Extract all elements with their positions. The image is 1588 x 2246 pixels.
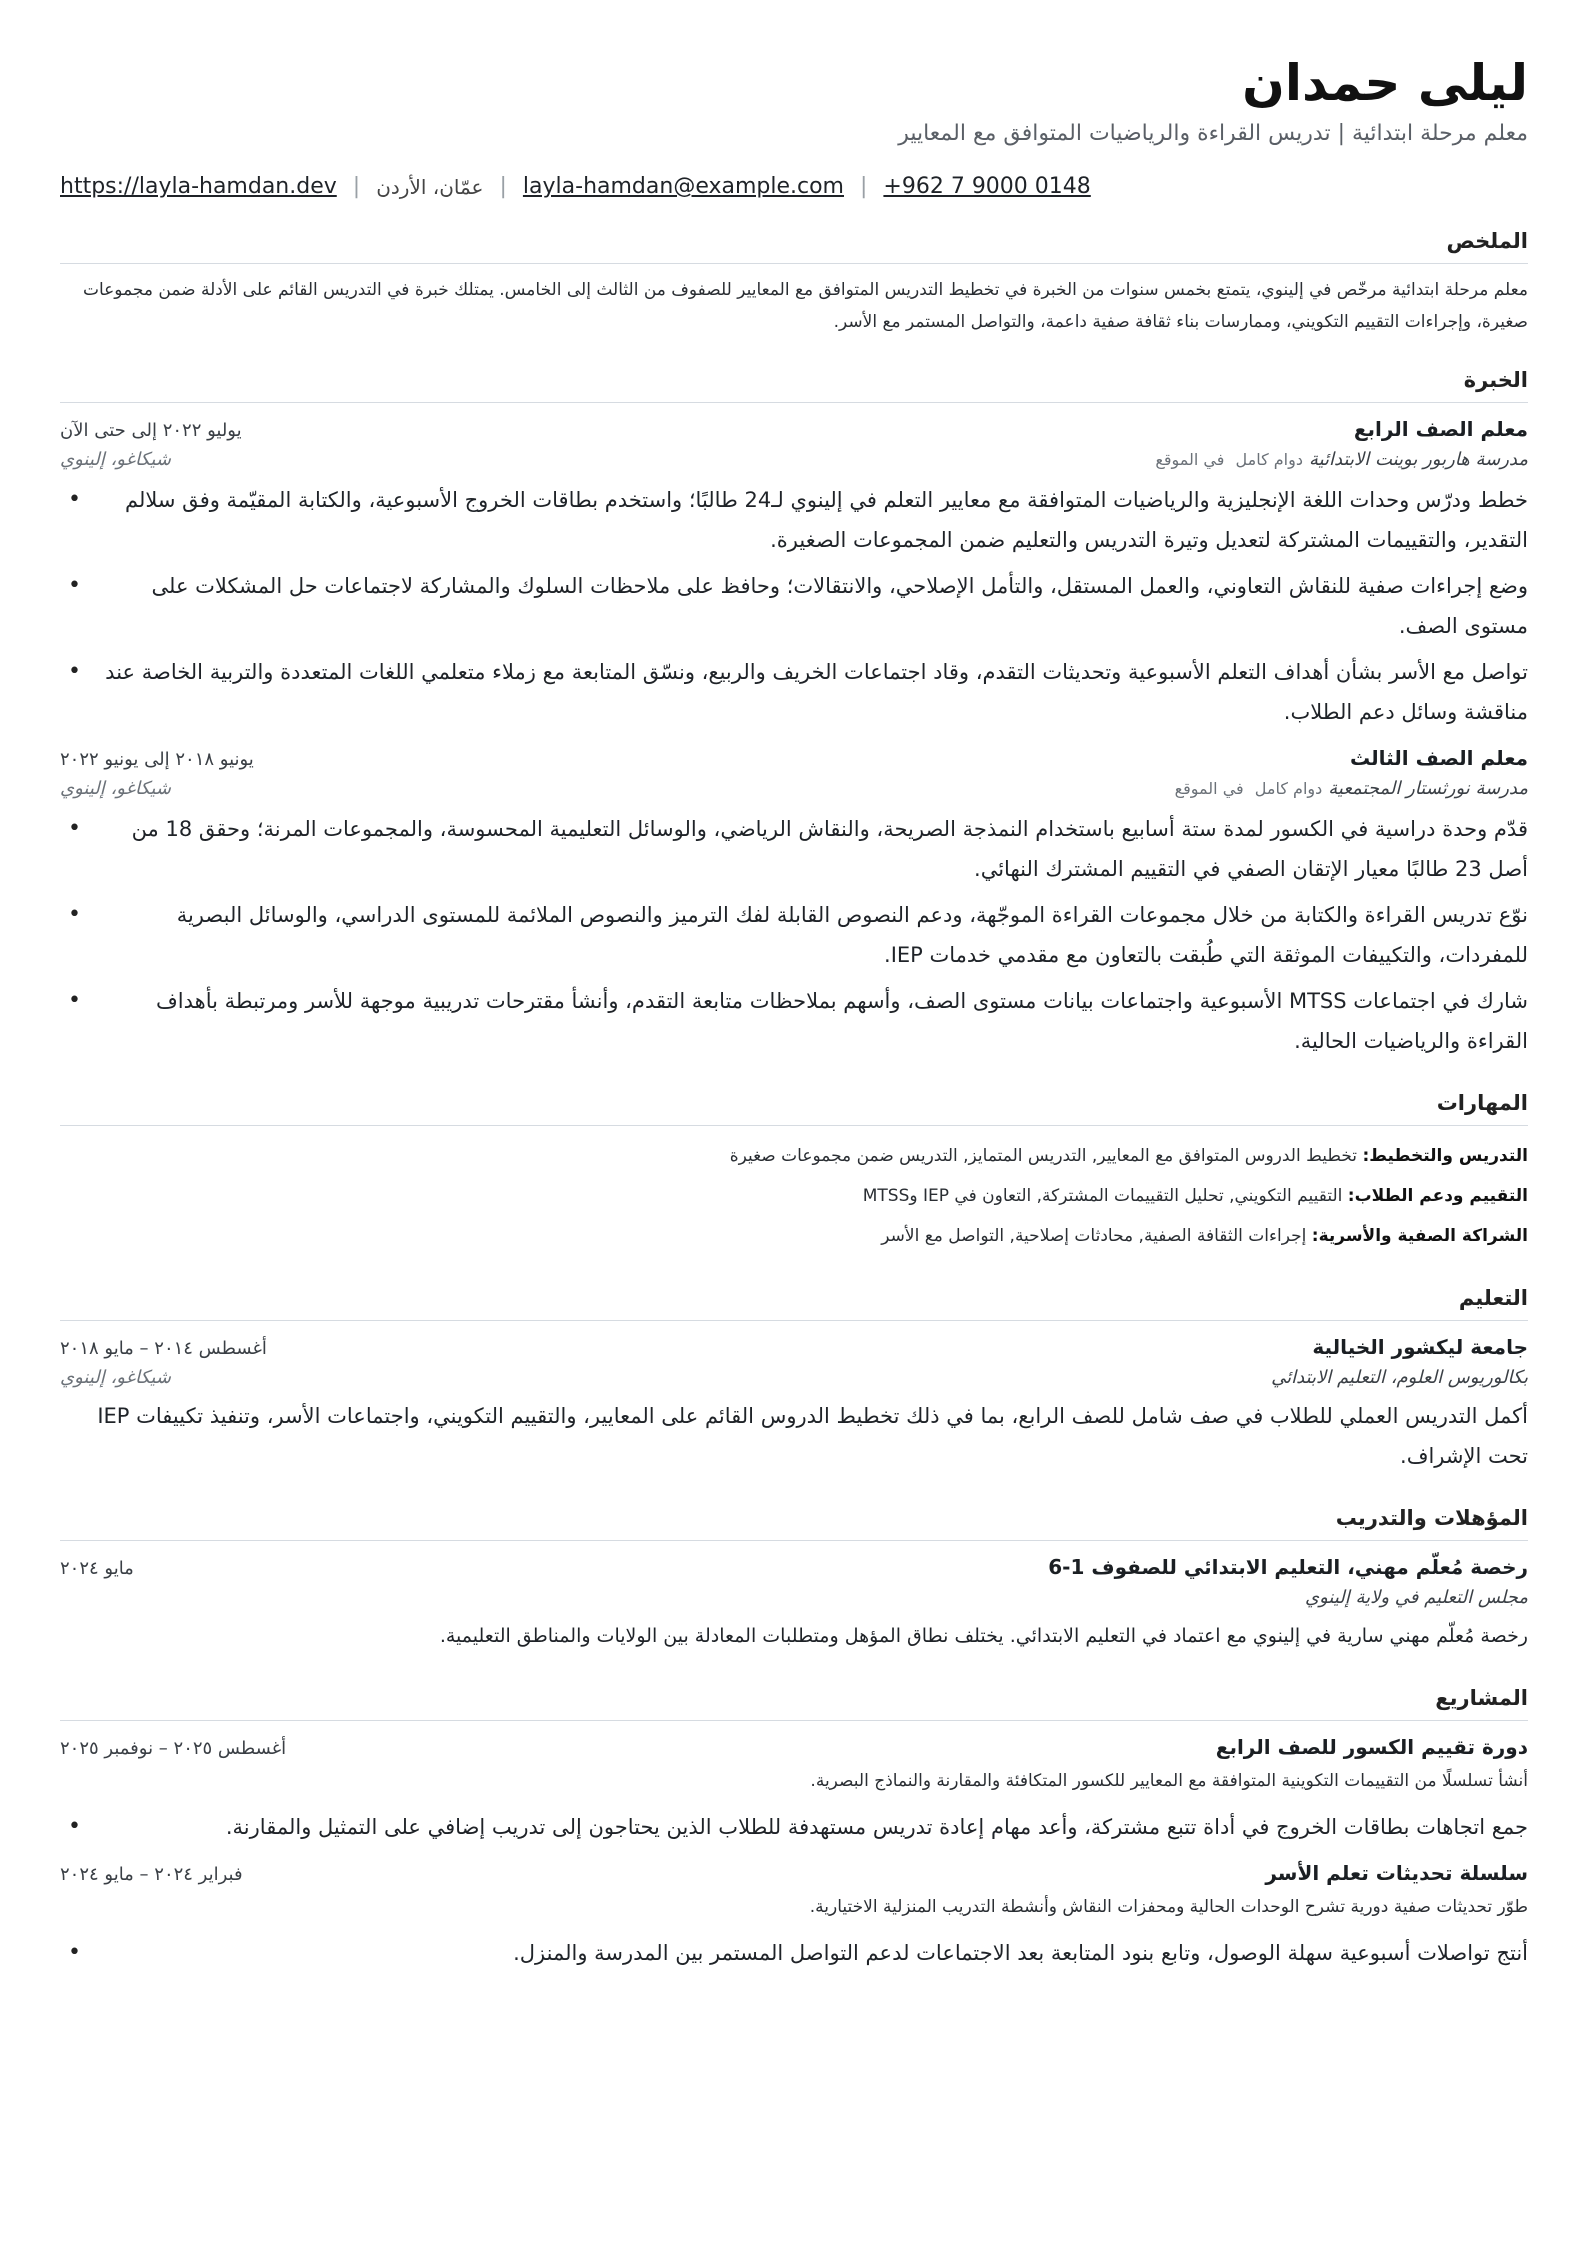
- certification-entry: [60, 1555, 1528, 1656]
- project-description: طوّر تحديثات صفية دورية تشرح الوحدات الحالية ومحفزات النقاش وأنشطة التدريب المنزلية الاختيارية.: [809, 1897, 1528, 1917]
- contact-bar: [60, 174, 1528, 199]
- education-description: أكمل التدريس العملي للطلاب في صف شامل للصف الرابع، بما في ذلك تخطيط الدروس القائم على المعايير، والتقييم التكويني، واجتماعات الأسر، وتنفيذ تكييفات IEP تحت الإشراف.: [97, 1404, 1528, 1468]
- skill-line: [60, 1136, 1528, 1176]
- list-item: وضع إجراءات صفية للنقاش التعاوني، والعمل المستقل، والتأمل الإصلاحي، والانتقالات؛ وحافظ على ملاحظات السلوك والمشاركة لاجتماعات حل المشكلات على مستوى الصف. •: [60, 566, 1528, 646]
- project-name: دورة تقييم الكسور للصف الرابع: [1215, 1735, 1528, 1759]
- certification-description: رخصة مُعلّم مهني سارية في إلينوي مع اعتماد في التعليم الابتدائي. يختلف نطاق المؤهل ومتطلبات المعادلة بين الولايات والمناطق التعليمية.: [439, 1625, 1528, 1647]
- section-title-summary: الملخص: [60, 229, 1528, 264]
- skill-label: التقييم ودعم الطلاب:: [1347, 1186, 1528, 1206]
- contact-separator: |: [499, 174, 507, 199]
- section-title-projects: المشاريع: [60, 1686, 1528, 1721]
- certification-date: مايو ٢٠٢٤: [60, 1558, 134, 1579]
- skill-value: تخطيط الدروس المتوافق مع المعايير, التدريس المتمايز, التدريس ضمن مجموعات صغيرة: [729, 1146, 1358, 1166]
- job-title: معلم الصف الرابع: [1353, 417, 1528, 441]
- employer-name: مدرسة نورثستار المجتمعية: [1328, 778, 1528, 799]
- skill-value: التقييم التكويني, تحليل التقييمات المشتركة, التعاون في IEP وMTSS: [862, 1186, 1343, 1206]
- project-description: أنشأ تسلسلًا من التقييمات التكوينية المتوافقة مع المعايير للكسور المتكافئة والمقارنة والنماذج البصرية.: [810, 1771, 1528, 1791]
- project-entry: [60, 1735, 1528, 1847]
- section-title-education: التعليم: [60, 1286, 1528, 1321]
- project-bullets: [60, 1807, 1528, 1847]
- project-name: سلسلة تحديثات تعلم الأسر: [1265, 1861, 1528, 1885]
- contact-separator: |: [859, 174, 868, 199]
- email-link[interactable]: layla-hamdan@example.com: [522, 174, 844, 199]
- project-bullets: [60, 1933, 1528, 1973]
- work-mode: في الموقع: [1155, 450, 1225, 469]
- section-title-certifications: المؤهلات والتدريب: [60, 1506, 1528, 1541]
- certification-issuer: مجلس التعليم في ولاية إلينوي: [1305, 1587, 1528, 1608]
- education-entry: [60, 1335, 1528, 1476]
- skill-value: إجراءات الثقافة الصفية, محادثات إصلاحية, التواصل مع الأسر: [881, 1226, 1307, 1246]
- job-location: شيكاغو، إلينوي: [60, 778, 171, 799]
- degree-name: بكالوريوس العلوم، التعليم الابتدائي: [1271, 1367, 1528, 1388]
- contact-separator: |: [352, 174, 361, 199]
- job-bullets: [60, 480, 1528, 732]
- summary-text: معلم مرحلة ابتدائية مرخّص في إلينوي، يتمتع بخمس سنوات من الخبرة في تخطيط التدريس المتوافق مع المعايير للصفوف من الثالث إلى الخامس. يمتلك خبرة في التدريس القائم على الأدلة ضمن مجموعات صغيرة، وإجراءات التقييم التكويني، وممارسات بناء ثقافة صفية داعمة، والتواصل المستمر مع الأسر.: [82, 280, 1528, 332]
- employment-type: دوام كامل: [1235, 450, 1303, 469]
- section-title-experience: الخبرة: [60, 368, 1528, 403]
- education-location: شيكاغو، إلينوي: [60, 1367, 171, 1388]
- list-item: تواصل مع الأسر بشأن أهداف التعلم الأسبوعية وتحديثات التقدم، وقاد اجتماعات الخريف والربيع، ونسّق المتابعة مع زملاء متعلمي اللغات المتعددة والتربية الخاصة عند مناقشة وسائل دعم الطلاب. •: [60, 652, 1528, 732]
- list-item: نوّع تدريس القراءة والكتابة من خلال مجموعات القراءة الموجّهة، ودعم النصوص القابلة لفك الترميز والنصوص الملائمة للمستوى الدراسي، والوسائل البصرية للمفردات، والتكييفات الموثقة التي طُبقت بالتعاون مع مقدمي خدمات IEP. •: [60, 895, 1528, 975]
- website-link[interactable]: https://layla-hamdan.dev: [60, 174, 337, 199]
- job-dates: يوليو ٢٠٢٢ إلى حتى الآن: [60, 420, 242, 441]
- headline: معلم مرحلة ابتدائية | تدريس القراءة والرياضيات المتوافق مع المعايير: [898, 121, 1528, 146]
- experience-entry: [60, 746, 1528, 1061]
- project-dates: أغسطس ٢٠٢٥ – نوفمبر ٢٠٢٥: [60, 1738, 287, 1759]
- education-dates: أغسطس ٢٠١٤ – مايو ٢٠١٨: [60, 1338, 267, 1359]
- skills-list: [60, 1136, 1528, 1256]
- project-entry: [60, 1861, 1528, 1973]
- candidate-name: ليلى حمدان: [1242, 54, 1528, 112]
- skill-label: الشراكة الصفية والأسرية:: [1311, 1226, 1528, 1246]
- employment-type: دوام كامل: [1254, 779, 1323, 798]
- job-bullets: [60, 809, 1528, 1061]
- list-item: خطط ودرّس وحدات اللغة الإنجليزية والرياضيات المتوافقة مع معايير التعلم في إلينوي لـ24 طالبًا؛ واستخدم بطاقات الخروج الأسبوعية، والكتابة المقيّمة وفق سلالم التقدير، والتقييمات المشتركة لتعديل وتيرة التدريس والتعليم ضمن المجموعات الصغيرة. •: [60, 480, 1528, 560]
- list-item: قدّم وحدة دراسية في الكسور لمدة ستة أسابيع باستخدام النمذجة الصريحة، والنقاش الرياضي، والوسائل التعليمية المحسوسة، والمجموعات المرنة؛ وحقق 18 من أصل 23 طالبًا معيار الإتقان الصفي في التقييم المشترك النهائي. •: [60, 809, 1528, 889]
- employer-name: مدرسة هاربور بوينت الابتدائية: [1308, 449, 1528, 470]
- certification-name: رخصة مُعلّم مهني، التعليم الابتدائي للصفوف 1-6: [1048, 1555, 1528, 1579]
- skill-label: التدريس والتخطيط:: [1362, 1146, 1528, 1166]
- section-title-skills: المهارات: [60, 1091, 1528, 1126]
- list-item: جمع اتجاهات بطاقات الخروج في أداة تتبع مشتركة، وأعد مهام إعادة تدريس مستهدفة للطلاب الذين يحتاجون إلى تدريب إضافي على التمثيل والمقارنة. •: [60, 1807, 1528, 1847]
- school-name: جامعة ليكشور الخيالية: [1312, 1335, 1528, 1359]
- job-location: شيكاغو، إلينوي: [60, 449, 171, 470]
- list-item: شارك في اجتماعات MTSS الأسبوعية واجتماعات بيانات مستوى الصف، وأسهم بملاحظات متابعة التقدم، وأنشأ مقترحات تدريبية موجهة للأسر ومرتبطة بأهداف القراءة والرياضيات الحالية. •: [60, 981, 1528, 1061]
- list-item: أنتج تواصلات أسبوعية سهلة الوصول، وتابع بنود المتابعة بعد الاجتماعات لدعم التواصل المستمر بين المدرسة والمنزل. •: [60, 1933, 1528, 1973]
- experience-entry: [60, 417, 1528, 732]
- phone-link[interactable]: +962 7 9000 0148: [883, 174, 1091, 199]
- job-dates: يونيو ٢٠١٨ إلى يونيو ٢٠٢٢: [60, 749, 254, 770]
- location-text: عمّان، الأردن: [376, 174, 484, 199]
- job-title: معلم الصف الثالث: [1349, 746, 1528, 770]
- skill-line: [60, 1216, 1528, 1256]
- work-mode: في الموقع: [1174, 779, 1244, 798]
- project-dates: فبراير ٢٠٢٤ – مايو ٢٠٢٤: [60, 1864, 243, 1885]
- skill-line: [60, 1176, 1528, 1216]
